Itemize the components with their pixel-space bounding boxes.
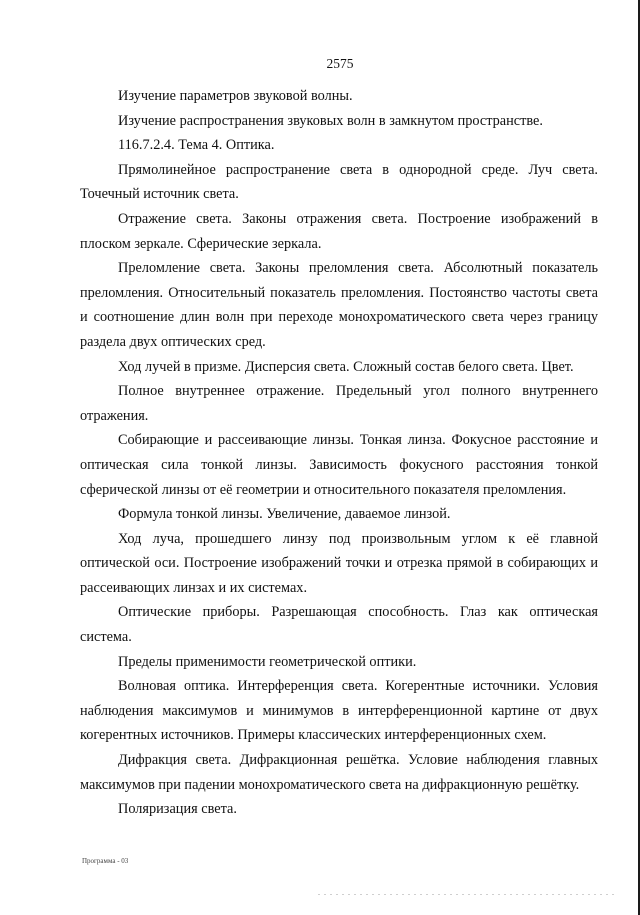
footer-note: Программа - 03 (82, 857, 129, 865)
paragraph: Ход лучей в призме. Дисперсия света. Сложный состав белого света. Цвет. (118, 358, 574, 375)
paragraph: Поляризация света. (118, 801, 237, 818)
paragraph: Отражение света. Законы отражения света. Построение изображений в плоском зеркале. Сферические зеркала. (80, 210, 598, 252)
paragraph: Собирающие и рассеивающие линзы. Тонкая линза. Фокусное расстояние и оптическая сила тонкой линзы. Зависимость фокусного расстояния тонкой сферической линзы от её геометрии и относительного показателя преломления. (80, 432, 598, 498)
paragraph: Пределы применимости геометрической оптики. (118, 653, 417, 670)
paragraph: Прямолинейное распространение света в однородной среде. Луч света. Точечный источник света. (80, 161, 598, 203)
paragraph: Оптические приборы. Разрешающая способность. Глаз как оптическая система. (80, 604, 598, 646)
paragraph: Ход луча, прошедшего линзу под произвольным углом к её главной оптической оси. Построение изображений точки и отрезка прямой в собирающих и рассеивающих линзах и их системах. (80, 530, 598, 596)
paragraph: Изучение параметров звуковой волны. (118, 88, 353, 104)
paragraph: Изучение распространения звуковых волн в замкнутом пространстве. (118, 112, 543, 129)
paragraph: Волновая оптика. Интерференция света. Когерентные источники. Условия наблюдения максимумов и минимумов в интерференционной картине от двух когерентных источников. Примеры классических интерференционных схем. (80, 678, 598, 744)
scan-artifact (318, 894, 618, 895)
paragraph: Преломление света. Законы преломления света. Абсолютный показатель преломления. Относительный показатель преломления. Постоянство частоты света и соотношение длин волн при переходе монохроматического света через границу раздела двух оптических сред. (80, 260, 598, 350)
page-number: 2575 (326, 56, 354, 71)
paragraph: Дифракция света. Дифракционная решётка. Условие наблюдения главных максимумов при падении монохроматического света на дифракционную решётку. (80, 752, 598, 793)
paragraph: Формула тонкой линзы. Увеличение, даваемое линзой. (118, 506, 451, 523)
paragraph: Полное внутреннее отражение. Предельный угол полного внутреннего отражения. (80, 383, 598, 424)
section-heading: 116.7.2.4. Тема 4. Оптика. (118, 137, 275, 154)
document-body (80, 84, 598, 822)
